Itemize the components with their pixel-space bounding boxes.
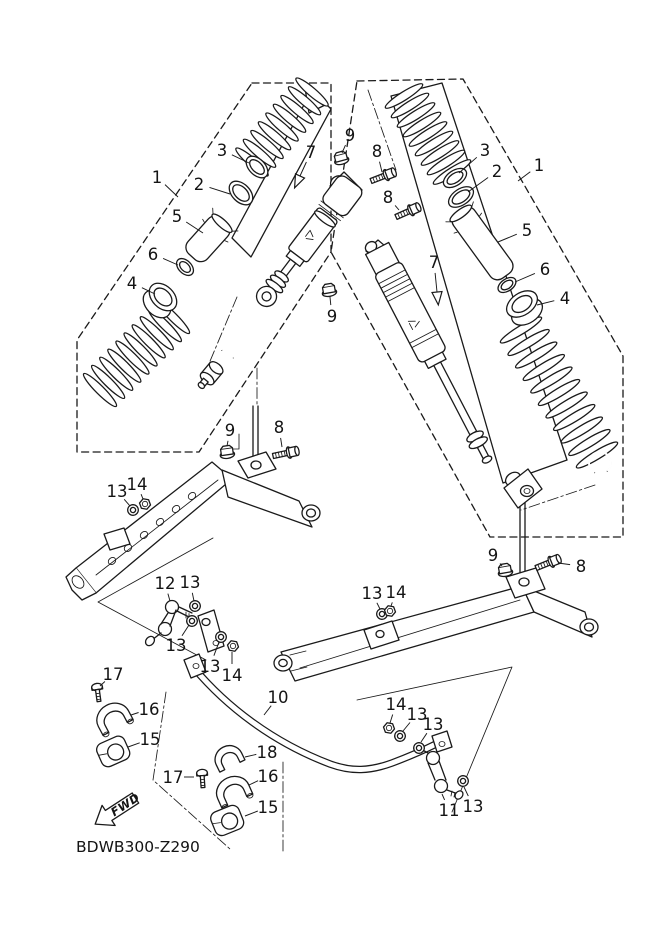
part-label: 2 xyxy=(193,175,205,194)
part-label: 13 xyxy=(165,636,187,655)
part-label: 2 xyxy=(491,162,503,181)
leader-line xyxy=(515,273,535,282)
part-label: 6 xyxy=(147,245,159,264)
washer-13 xyxy=(188,599,202,613)
leader-line xyxy=(168,594,170,601)
leader-arrowhead xyxy=(295,174,305,188)
coil-spring-left-bottom xyxy=(81,298,192,409)
bushing-15-center xyxy=(209,803,246,837)
part-label: 7 xyxy=(305,143,317,162)
screw-17-left xyxy=(91,683,104,703)
washer-13 xyxy=(456,774,470,788)
part-label: 14 xyxy=(385,583,407,602)
left-spring-guide-2 xyxy=(225,177,258,210)
leader-line xyxy=(281,438,282,447)
part-label: 12 xyxy=(154,574,176,593)
bolt-8-top xyxy=(369,166,398,186)
leader-line xyxy=(395,205,399,210)
leader-line xyxy=(435,273,437,292)
leader-line xyxy=(390,715,393,724)
part-label: 10 xyxy=(267,688,289,707)
part-label: 13 xyxy=(179,573,201,592)
nut-9-mid xyxy=(321,283,337,298)
leader-line xyxy=(498,234,517,242)
part-label: 18 xyxy=(256,743,278,762)
part-label: 14 xyxy=(126,475,148,494)
leader-arrowhead xyxy=(432,292,442,305)
shock-lower-mount xyxy=(503,469,542,578)
leader-line xyxy=(128,743,140,747)
part-label: 9 xyxy=(487,546,499,565)
part-label: 9 xyxy=(224,421,236,440)
part-label: 4 xyxy=(559,289,571,308)
bushing-15-left xyxy=(94,734,132,769)
coil-spring-right-bottom xyxy=(498,314,619,471)
nut-9-top xyxy=(332,150,349,166)
leader-line xyxy=(165,185,178,197)
fwd-label: FWD xyxy=(108,790,143,820)
leader-line xyxy=(245,754,256,757)
bolt-8-mid xyxy=(394,201,423,222)
part-label: 11 xyxy=(438,801,460,820)
part-label: 8 xyxy=(371,142,383,161)
part-label: 1 xyxy=(151,168,163,187)
part-code: BDWB300-Z290 xyxy=(76,838,200,856)
nut-14 xyxy=(227,640,240,651)
part-label: 13 xyxy=(361,584,383,603)
part-label: 16 xyxy=(257,767,279,786)
leader-line xyxy=(163,258,178,265)
part-label: 13 xyxy=(422,715,444,734)
left-oring-6 xyxy=(173,255,196,278)
nut-14 xyxy=(139,498,152,509)
part-label: 4 xyxy=(126,274,138,293)
nut-14 xyxy=(383,722,396,733)
part-label: 5 xyxy=(521,221,533,240)
left-collar-5 xyxy=(179,208,238,268)
part-label: 17 xyxy=(102,665,124,684)
nut-9-left xyxy=(219,445,235,459)
part-label: 15 xyxy=(139,730,161,749)
clamp-bracket-16-center xyxy=(212,771,254,810)
part-label: 13 xyxy=(406,705,428,724)
leader-line xyxy=(330,297,331,305)
part-label: 14 xyxy=(221,666,243,685)
strap-18 xyxy=(211,741,245,772)
washer-13 xyxy=(393,729,407,743)
bolt-8-left xyxy=(272,445,300,462)
part-label: 9 xyxy=(326,307,338,326)
leader-line xyxy=(192,593,194,601)
part-label: 1 xyxy=(533,156,545,175)
right-spring-cap-4 xyxy=(502,285,547,330)
part-label: 16 xyxy=(138,700,160,719)
part-label: 3 xyxy=(479,141,491,160)
part-label: 14 xyxy=(385,695,407,714)
part-label: 13 xyxy=(462,797,484,816)
leader-line xyxy=(131,713,139,716)
part-label: 5 xyxy=(171,207,183,226)
leader-line xyxy=(380,162,383,172)
right-swing-arm xyxy=(274,568,598,681)
leader-line xyxy=(464,787,468,796)
leader-line xyxy=(264,706,271,715)
leader-line xyxy=(391,602,392,606)
part-label: 7 xyxy=(428,253,440,272)
part-label: 15 xyxy=(257,798,279,817)
part-label: 8 xyxy=(382,188,394,207)
right-stabilizer-link-11 xyxy=(419,748,465,801)
part-label: 17 xyxy=(162,768,184,787)
leader-line xyxy=(182,625,189,636)
clamp-bracket-16-left xyxy=(91,697,134,737)
part-label: 3 xyxy=(216,141,228,160)
part-label: 8 xyxy=(273,418,285,437)
screw-17-center xyxy=(196,769,208,788)
part-label: 13 xyxy=(199,657,221,676)
leader-line xyxy=(377,603,380,609)
bump-stopper xyxy=(194,359,226,392)
spring-retainer-clip xyxy=(218,331,249,362)
left-shock-absorber xyxy=(249,173,365,313)
part-label: 8 xyxy=(575,557,587,576)
washer-13 xyxy=(126,503,140,517)
leader-line xyxy=(210,187,231,194)
right-collar-5 xyxy=(445,200,520,286)
spring-end-ring xyxy=(585,448,615,478)
part-label: 13 xyxy=(106,482,128,501)
part-label: 9 xyxy=(344,126,356,145)
part-label: 6 xyxy=(539,260,551,279)
fwd-direction-arrow xyxy=(89,786,145,834)
leader-line xyxy=(245,811,258,816)
leader-line xyxy=(421,733,427,742)
leader-line xyxy=(141,494,143,499)
leader-line xyxy=(442,794,445,800)
